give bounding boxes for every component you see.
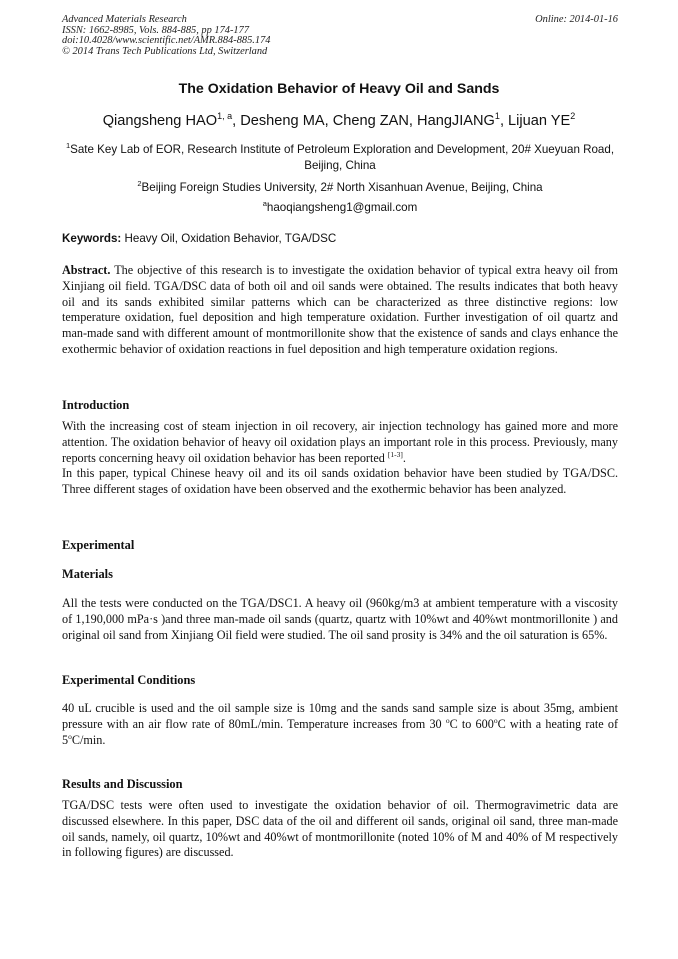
affiliation-sup: 2 [137,179,142,188]
email-sup: a [262,199,267,208]
materials-heading: Materials [62,567,113,581]
author-name: Qiangsheng HAO [102,112,218,129]
conditions-heading: Experimental Conditions [62,673,196,687]
degree-sup: o [493,715,498,725]
keywords-text: Heavy Oil, Oxidation Behavior, TGA/DSC [121,232,337,245]
materials-body: All the tests were conducted on the TGA/DSC1. A heavy oil (960kg/m3 at ambient temperature with a viscosity of 1,190,000 mPa·s )and three man-made oil sands (quartz, quartz with 10%wt and 40%wt montmorillonite ) and original oil sand from Xinjiang Oil field were studied. The oil sand prosity is 34% and the oil saturation is 65%. [62,596,618,642]
author-sup: 1 [494,111,500,121]
intro-paragraph-1 [62,419,618,466]
paper-title: The Oxidation Behavior of Heavy Oil and Sands [178,81,500,97]
keywords [62,232,618,245]
journal-name: Advanced Materials Research [62,14,187,25]
author-names: , Desheng MA, Cheng ZAN, HangJIANG [232,112,495,129]
affiliation-sup: 1 [65,141,71,150]
intro-paragraph-2: In this paper, typical Chinese heavy oil and its oil sands oxidation behavior have been studied by TGA/DSC. Three different stages of oxidation have been observed and the exothermic behavior has been analyzed. [62,466,618,497]
affiliation-2 [62,176,618,196]
author-name: , Lijuan YE [499,112,571,129]
conditions-text: C/min. [71,732,106,747]
intro-text: With the increasing cost of steam injection in oil recovery, air injection technology has gained more and more attention. The oxidation behavior of heavy oil oxidation plays an important role in this process. Previously, many reports concerning heavy oil oxidation behavior has been reported [62,419,618,465]
affiliation-1 [62,138,618,174]
conditions-text: C with a heating rate of 5 [62,716,619,747]
results-heading: Results and Discussion [62,777,183,791]
keywords-label: Keywords: [62,232,122,245]
author-list [0,111,678,129]
degree-sup: o [68,731,72,741]
email-address: haoqiangsheng1@gmail.com [266,200,418,214]
issn-line: ISSN: 1662-8985, Vols. 884-885, pp 174-177 [62,24,250,36]
degree-sup: o [445,715,450,725]
introduction-heading: Introduction [62,398,130,412]
introduction-body [62,419,618,498]
abstract-label: Abstract. [62,263,111,277]
online-date: Online: 2014-01-16 [535,14,618,25]
citation-ref: [1-3] [387,449,403,459]
conditions-text: C to 600 [449,716,494,731]
copyright-line: © 2014 Trans Tech Publications Ltd, Switzerland [62,45,268,57]
intro-text-end: . [402,450,406,465]
conditions-text: 40 uL crucible is used and the oil sample size is 10mg and the sands sand sample size is about 35mg, ambient pressure with an air flow rate of 80mL/min. Temperature increases from 30 [62,701,618,731]
abstract [62,263,618,358]
experimental-heading: Experimental [62,538,135,552]
abstract-text: The objective of this research is to investigate the oxidation behavior of typical extra heavy oil from Xinjiang oil field. TGA/DSC data of both oil and oil sands were obtained. The results indicates that both heavy oil and its sands exhibited similar patterns which can be characterized as three distinctive regions: low temperature oxidation, fuel deposition and high temperature oxidation. Further investigation of oil quartz and man-made sand with different amount of montmorillonite show that the existence of sands and clays enhance the exothermic behavior of oxidation reactions in fuel deposition and high temperature oxidation regions. [62,263,618,356]
author-sup: 1, a [217,111,233,121]
affiliation-text: Beijing Foreign Studies University, 2# North Xisanhuan Avenue, Beijing, China [141,180,543,194]
results-body: TGA/DSC tests were often used to investigate the oxidation behavior of oil. Thermogravimetric data are discussed elsewhere. In this paper, DSC data of the oil and different oil sands, original oil sand, three man-made oil sands, namely, oil quartz, 10%wt and 40%wt of montmorillonite (noted 10% of M and 40% of M respectively in following figures) are discussed. [62,798,618,860]
conditions-body [62,701,618,748]
affiliation-text: Sate Key Lab of EOR, Research Institute of Petroleum Exploration and Development, 20# Xueyuan Road, Beijing, China [70,142,615,172]
journal-header [62,15,618,57]
contact-email [62,196,618,216]
author-sup: 2 [570,111,576,121]
doi-line: doi:10.4028/www.scientific.net/AMR.884-885.174 [62,35,271,47]
